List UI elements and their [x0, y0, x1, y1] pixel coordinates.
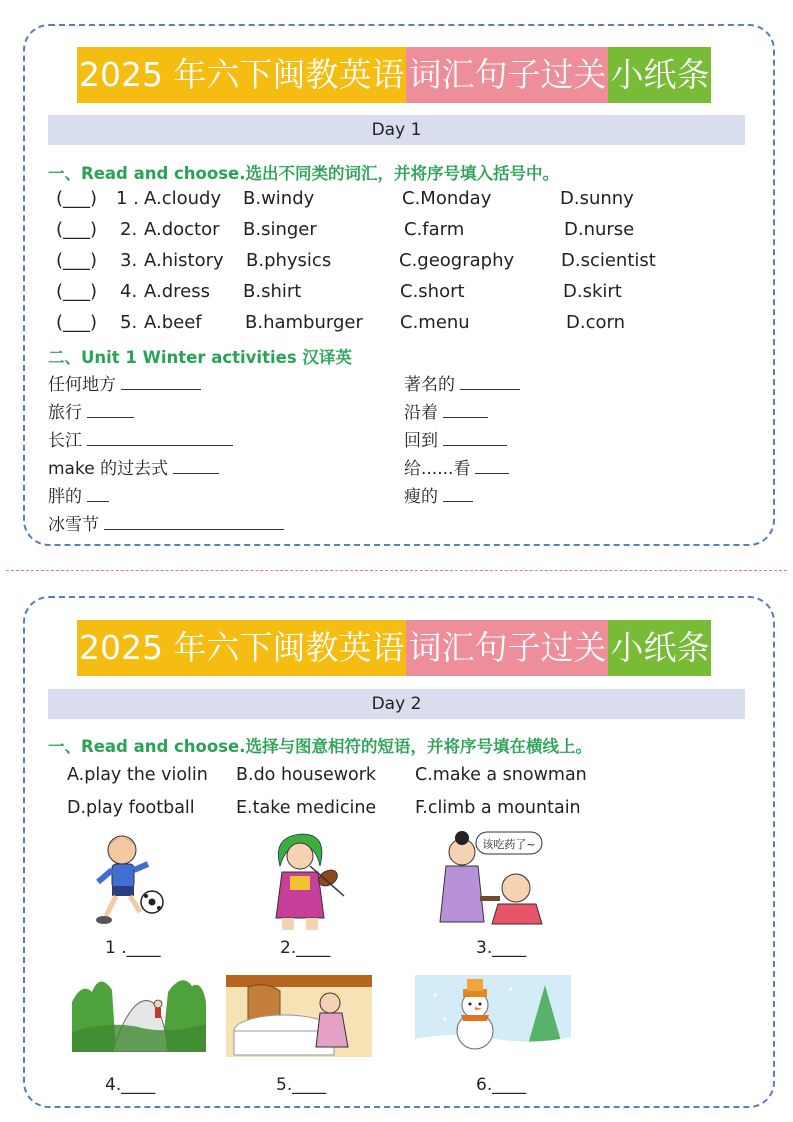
answer-paren[interactable]: (___): [56, 188, 98, 209]
option-d: D.sunny: [560, 188, 634, 209]
option-a: A.cloudy: [144, 188, 222, 209]
answer-line[interactable]: 2.____: [280, 938, 331, 958]
housework-picture: [226, 975, 372, 1057]
answer-paren[interactable]: (___): [56, 281, 98, 302]
phrase-option: A.play the violin: [67, 765, 208, 785]
option-d: D.nurse: [564, 219, 635, 240]
medicine-picture: [432, 826, 552, 926]
answer-blank[interactable]: [460, 371, 520, 390]
answer-line[interactable]: 4.____: [105, 1075, 156, 1095]
day-label: Day 2: [48, 689, 745, 719]
page-title: [77, 620, 711, 676]
option-b: B.physics: [246, 250, 332, 271]
answer-blank[interactable]: [87, 427, 233, 446]
title-part-2: 词汇句子过关: [406, 47, 608, 103]
question-number: 1 .: [116, 188, 139, 209]
phrase-option: E.take medicine: [236, 798, 377, 818]
title-part-1: 2025 年六下闽教英语: [77, 47, 406, 103]
football-picture: [82, 828, 172, 928]
option-b: B.windy: [243, 188, 315, 209]
answer-line[interactable]: 5.____: [276, 1075, 327, 1095]
answer-blank[interactable]: [443, 399, 488, 418]
option-b: B.singer: [243, 219, 317, 240]
title-part-3: 小纸条: [608, 47, 711, 103]
question-number: 4.: [120, 281, 138, 302]
title-part-3: 小纸条: [608, 620, 711, 676]
option-a: A.history: [144, 250, 224, 271]
vocab-item: 回到: [404, 427, 507, 451]
question-number: 5.: [120, 312, 138, 333]
option-a: A.doctor: [144, 219, 220, 240]
vocab-item: 旅行: [48, 399, 134, 423]
vocab-item: 胖的: [48, 483, 109, 507]
vocab-item: 长江: [48, 427, 233, 451]
answer-blank[interactable]: [443, 483, 473, 502]
day-label: Day 1: [48, 115, 745, 145]
option-a: A.beef: [144, 312, 202, 333]
answer-paren[interactable]: (___): [56, 312, 98, 333]
answer-blank[interactable]: [173, 455, 219, 474]
answer-blank[interactable]: [87, 399, 134, 418]
answer-line[interactable]: 6.____: [476, 1075, 527, 1095]
answer-line[interactable]: 1 .____: [105, 938, 161, 958]
vocab-item: 冰雪节: [48, 511, 284, 535]
option-c: C.geography: [399, 250, 515, 271]
option-b: B.shirt: [243, 281, 302, 302]
answer-blank[interactable]: [104, 511, 284, 530]
answer-paren[interactable]: (___): [56, 219, 98, 240]
answer-blank[interactable]: [87, 483, 109, 502]
vocab-item: 瘦的: [404, 483, 473, 507]
mountain-picture: [72, 972, 206, 1052]
title-part-1: 2025 年六下闽教英语: [77, 620, 406, 676]
snowman-picture: [415, 975, 571, 1055]
option-d: D.scientist: [561, 250, 656, 271]
option-c: C.Monday: [402, 188, 492, 209]
answer-blank[interactable]: [121, 371, 201, 390]
phrase-option: D.play football: [67, 798, 195, 818]
option-a: A.dress: [144, 281, 210, 302]
page-title: [77, 47, 711, 103]
section-heading: 一、Read and choose.选出不同类的词汇，并将序号填入括号中。: [48, 164, 560, 183]
answer-line[interactable]: 3.____: [476, 938, 527, 958]
violin-picture: [262, 826, 352, 934]
cut-line: [6, 570, 787, 571]
option-d: D.skirt: [563, 281, 622, 302]
vocab-item: make 的过去式: [48, 455, 219, 479]
option-b: B.hamburger: [245, 312, 363, 333]
question-number: 3.: [120, 250, 138, 271]
question-number: 2.: [120, 219, 138, 240]
answer-paren[interactable]: (___): [56, 250, 98, 271]
answer-blank[interactable]: [475, 455, 509, 474]
option-d: D.corn: [566, 312, 625, 333]
vocab-item: 任何地方: [48, 371, 201, 395]
phrase-option: B.do housework: [236, 765, 377, 785]
answer-blank[interactable]: [443, 427, 507, 446]
section-heading: 一、Read and choose.选择与图意相符的短语，并将序号填在横线上。: [48, 737, 593, 756]
vocab-item: 沿着: [404, 399, 488, 423]
option-c: C.farm: [404, 219, 465, 240]
phrase-option: C.make a snowman: [415, 765, 587, 785]
phrase-option: F.climb a mountain: [415, 798, 581, 818]
vocab-item: 给......看: [404, 455, 509, 479]
vocab-item: 著名的: [404, 371, 520, 395]
option-c: C.short: [400, 281, 465, 302]
option-c: C.menu: [400, 312, 470, 333]
title-part-2: 词汇句子过关: [406, 620, 608, 676]
speech-bubble-text: 该吃药了~: [482, 838, 536, 851]
section-heading: 二、Unit 1 Winter activities 汉译英: [48, 348, 352, 367]
